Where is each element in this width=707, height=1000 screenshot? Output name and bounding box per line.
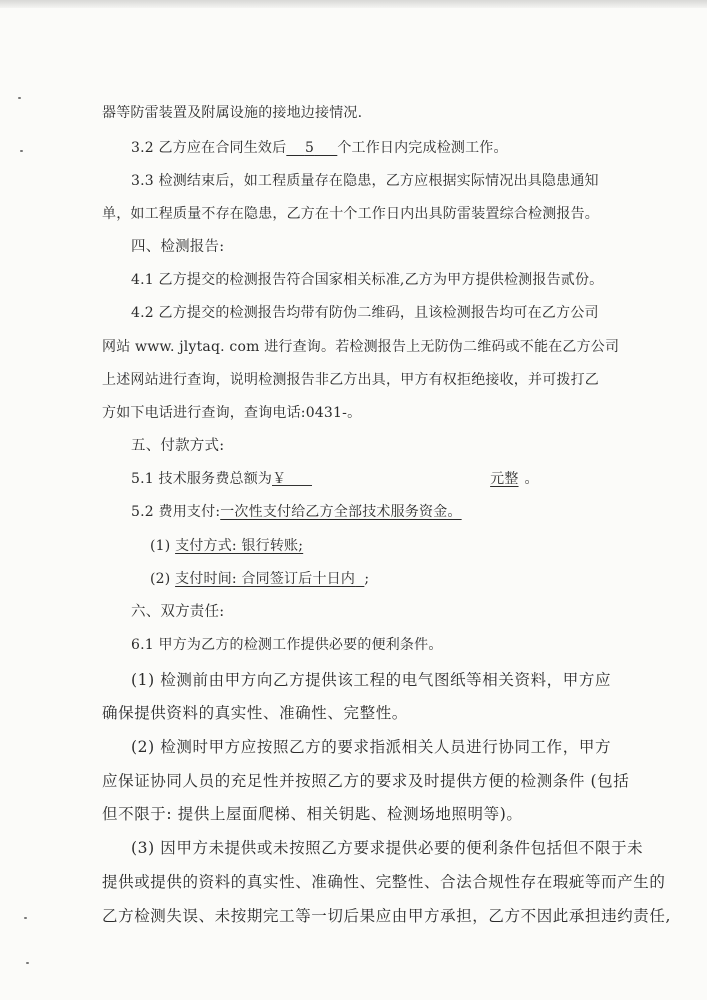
text: (1) 检测前由甲方向乙方提供该工程的电气图纸等相关资料，甲方应 [131, 671, 612, 689]
paragraph-line [102, 872, 666, 892]
paragraph-line [131, 138, 508, 158]
paragraph-line [150, 536, 303, 556]
paragraph-line [131, 838, 643, 858]
text: 4.1 乙方提交的检测报告符合国家相关标准,乙方为甲方提供检测报告贰份。 [131, 272, 604, 288]
text: 3.2 乙方应在合同生效后 [131, 140, 287, 156]
text: 方如下电话进行查询，查询电话:0431-。 [102, 405, 362, 421]
section-heading [131, 436, 224, 456]
text: 。 [524, 471, 539, 487]
text: 器等防雷装置及附属设施的接地边接情况. [102, 105, 363, 121]
scan-mark [18, 97, 21, 99]
text: 上述网站进行查询，说明检测报告非乙方出具，甲方有权拒绝接收，并可拨打乙 [102, 372, 599, 388]
text: 乙方检测失误、未按期完工等一切后果应由甲方承担，乙方不因此承担违约责任, [102, 907, 672, 925]
scan-mark [24, 917, 27, 919]
paragraph-line [131, 171, 599, 191]
paragraph-line [131, 303, 599, 323]
text: 网站 www. jlytaq. com 进行查询。若检测报告上无防伪二维码或不能在乙方公司 [102, 339, 620, 355]
paragraph-line [150, 569, 369, 589]
paragraph-line [102, 103, 362, 123]
text: (2) [150, 571, 171, 587]
text: 提供或提供的资料的真实性、准确性、完整性、合法合规性存在瑕疵等而产生的 [102, 873, 666, 891]
text: 5.1 技术服务费总额为 [131, 471, 273, 487]
paragraph-line [131, 469, 539, 489]
heading-text: 六、双方责任: [131, 604, 225, 620]
text: (1) [150, 538, 171, 554]
paragraph-line [102, 337, 619, 357]
currency-symbol: ￥ [272, 471, 287, 487]
paragraph-line [102, 204, 599, 224]
heading-text: 五、付款方式: [131, 438, 225, 454]
days-field [286, 140, 337, 156]
text: ; [364, 571, 370, 587]
text: 确保提供资料的真实性、准确性、完整性。 [102, 704, 408, 722]
paragraph-line [131, 670, 611, 690]
paragraph-line [102, 804, 523, 824]
scan-mark [26, 962, 29, 964]
text: 但不限于: 提供上屋面爬梯、相关钥匙、检测场地照明等)。 [102, 805, 523, 823]
amount-field [272, 469, 312, 486]
scan-mark [20, 150, 23, 152]
text: 4.2 乙方提交的检测报告均带有防伪二维码，且该检测报告均可在乙方公司 [131, 305, 599, 321]
paragraph-line [102, 403, 361, 423]
paragraph-line [102, 703, 408, 723]
text: 3.3 检测结束后，如工程质量存在隐患，乙方应根据实际情况出具隐患通知 [131, 173, 599, 189]
text: (3) 因甲方未提供或未按照乙方要求提供必要的便利条件包括但不限于未 [131, 839, 644, 857]
payment-terms: 一次性支付给乙方全部技术服务资金。 [220, 504, 462, 520]
paragraph-line [131, 737, 611, 757]
paragraph-line [131, 502, 462, 522]
text: (2) 检测时甲方应按照乙方的要求指派相关人员进行协同工作，甲方 [131, 738, 612, 756]
text: 6.1 甲方为乙方的检测工作提供必要的便利条件。 [131, 637, 443, 653]
scan-top-edge [0, 0, 707, 8]
payment-time: 支付时间: 合同签订后十日内 [175, 571, 356, 587]
text: 单，如工程质量不存在隐患，乙方在十个工作日内出具防雷装置综合检测报告。 [102, 206, 599, 222]
section-heading [131, 237, 224, 257]
paragraph-line [131, 635, 443, 655]
paragraph-line [102, 906, 671, 926]
text: 应保证协同人员的充足性并按照乙方的要求及时提供方便的检测条件 (包括 [102, 772, 630, 790]
text: 5.2 费用支付: [131, 504, 221, 520]
days-value: 5 [304, 140, 315, 156]
paragraph-line [102, 771, 629, 791]
text: 个工作日内完成检测工作。 [337, 140, 508, 156]
paragraph-line [131, 270, 603, 290]
section-heading [131, 602, 224, 622]
paragraph-line [102, 370, 599, 390]
payment-method: 支付方式: 银行转账; [175, 538, 304, 554]
heading-text: 四、检测报告: [131, 239, 225, 255]
unit-label: 元整 [490, 471, 519, 487]
